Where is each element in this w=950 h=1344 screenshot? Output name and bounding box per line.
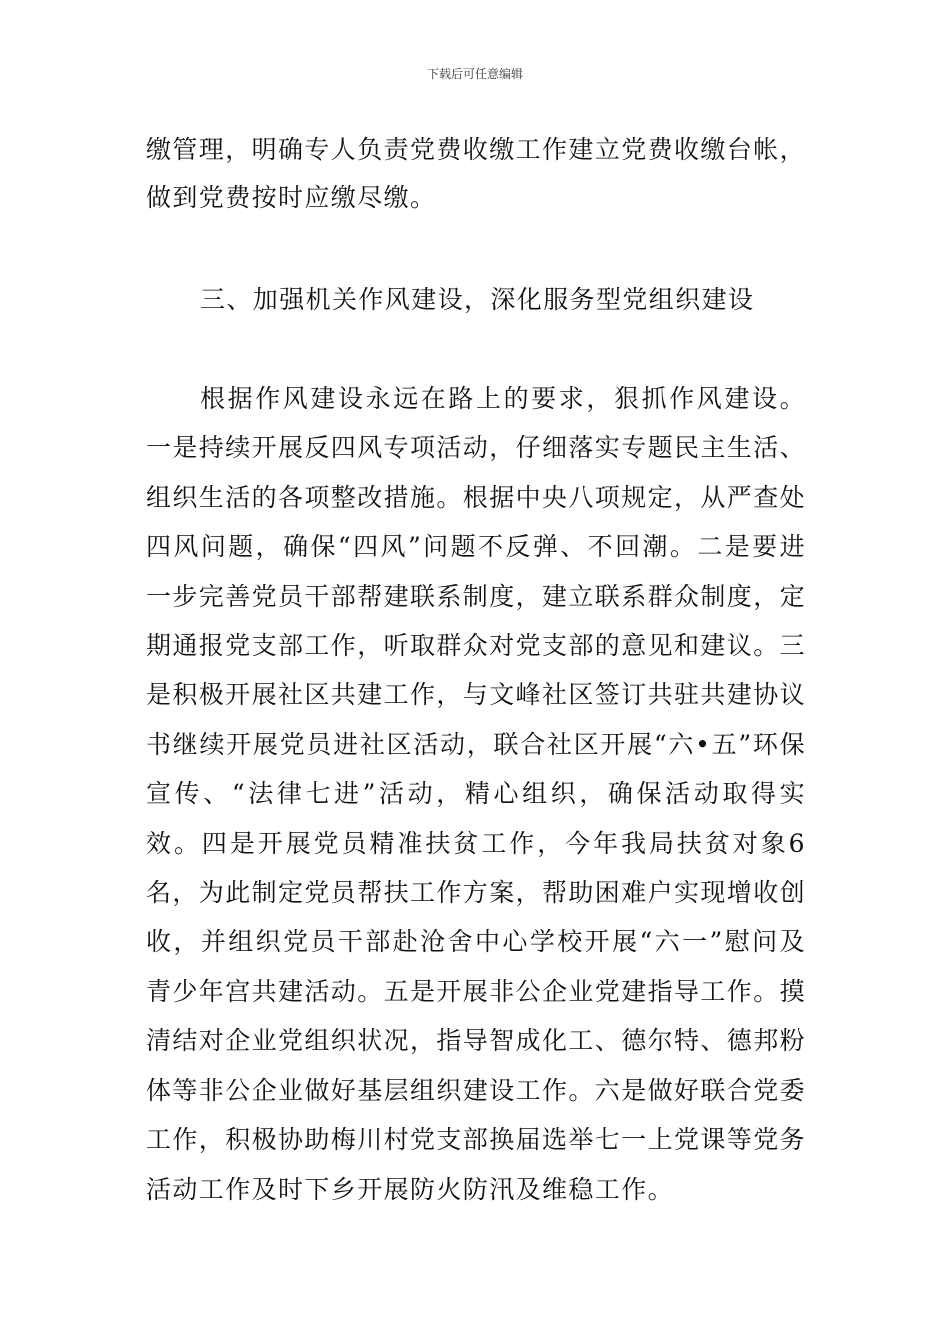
continuation-paragraph: 缴管理，明确专人负责党费收缴工作建立党费收缴台帐，做到党费按时应缴尽缴。 (146, 135, 807, 212)
page-header: 下载后可任意编辑 (426, 67, 523, 81)
section-heading: 三、加强机关作风建设，深化服务型党组织建设 (200, 285, 755, 314)
body-paragraph: 根据作风建设永远在路上的要求，狠抓作风建设。一是持续开展反四风专项活动，仔细落实专题民主生活、组织生活的各项整改措施。根据中央八项规定，从严查处四风问题，确保“四风”问题不反弹、不回潮。二是要进一步完善党员干部帮建联系制度，建立联系群众制度，定期通报党支部工作，听取群众对党支部的意见和建议。三是积极开展社区共建工作，与文峰社区签订共驻共建协议书继续开展党员进社区活动，联合社区开展“六•五”环保宣传、“法律七进”活动，精心组织，确保活动取得实效。四是开展党员精准扶贫工作，今年我局扶贫对象6名，为此制定党员帮扶工作方案，帮助困难户实现增收创收，并组织党员干部赴沧舍中心学校开展“六一”慰问及青少年宫共建活动。五是开展非公企业党建指导工作。摸清结对企业党组织状况，指导智成化工、德尔特、德邦粉体等非公企业做好基层组织建设工作。六是做好联合党委工作，积极协助梅川村党支部换届选举七一上党课等党务活动工作及时下乡开展防火防汛及维稳工作。 (146, 384, 807, 1204)
